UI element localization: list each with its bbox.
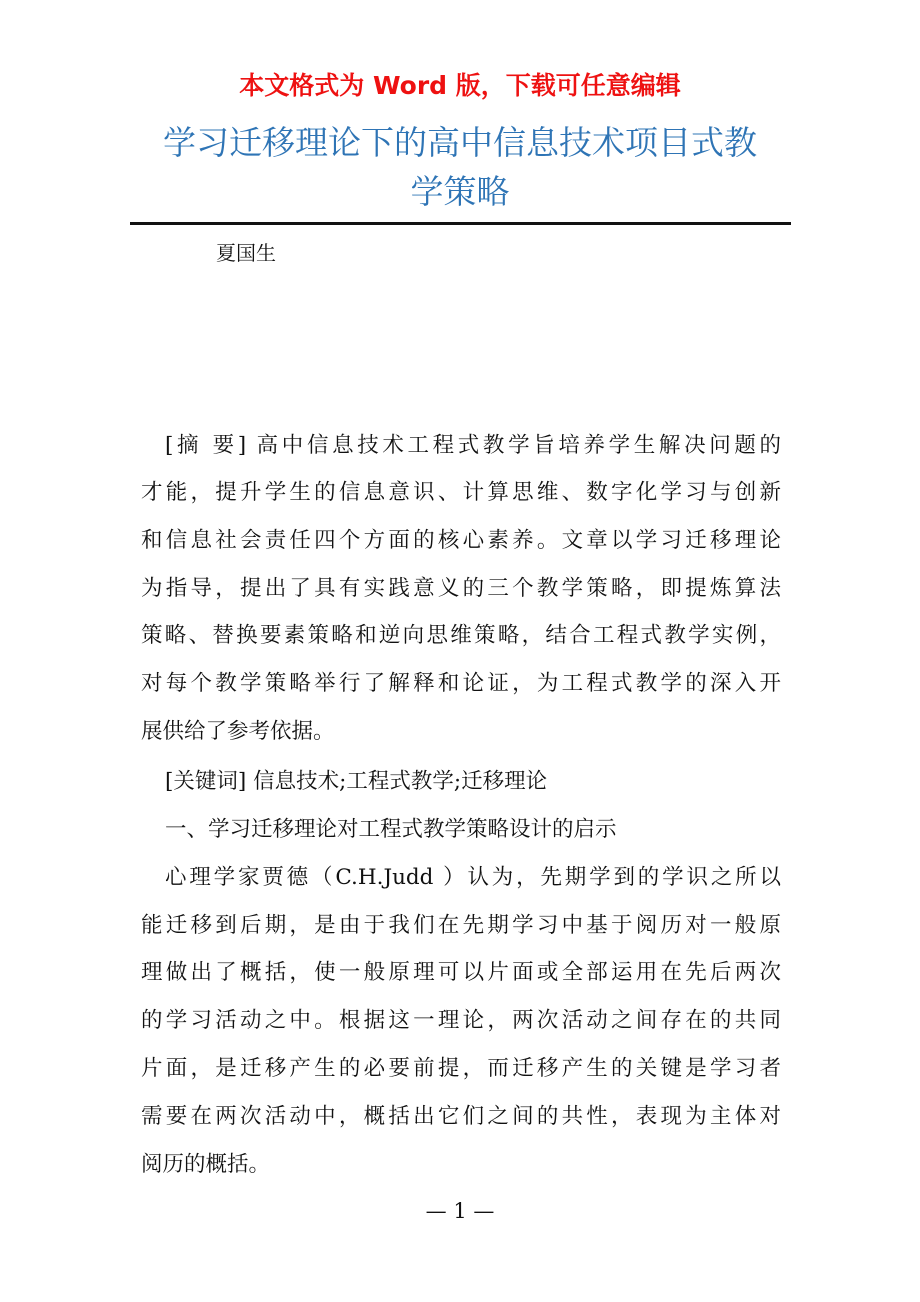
abstract-line: 和信息社会责任四个方面的核心素养。文章以学习迁移理论 — [141, 528, 781, 553]
abstract-line: 为指导，提出了具有实践意义的三个教学策略，即提炼算法 — [141, 576, 781, 601]
section-heading: 一、学习迁移理论对工程式教学策略设计的启示 — [165, 817, 617, 842]
body-line: 阅历的概括。 — [141, 1152, 271, 1177]
abstract-line: 才能，提升学生的信息意识、计算思维、数字化学习与创新 — [141, 480, 781, 505]
body-line: 片面，是迁移产生的必要前提，而迁移产生的关键是学习者 — [141, 1056, 781, 1081]
body-line: 能迁移到后期，是由于我们在先期学习中基于阅历对一般原 — [141, 913, 781, 938]
body-line: 心理学家贾德（C.H.Judd ）认为，先期学到的学识之所以 — [165, 865, 781, 890]
keywords: [关键词] 信息技术;工程式教学;迁移理论 — [165, 769, 548, 794]
body-line: 需要在两次活动中，概括出它们之间的共性，表现为主体对 — [141, 1104, 781, 1129]
body-line: 的学习活动之中。根据这一理论，两次活动之间存在的共同 — [141, 1008, 781, 1033]
author-name: 夏国生 — [216, 241, 276, 265]
abstract-line: 对每个教学策略举行了解释和论证，为工程式教学的深入开 — [141, 671, 781, 696]
document-title-line-1: 学习迁移理论下的高中信息技术项目式教 — [163, 123, 757, 162]
format-notice: 本文格式为 Word 版，下载可任意编辑 — [239, 71, 681, 100]
abstract-line: 策略、替换要素策略和逆向思维策略，结合工程式教学实例， — [141, 623, 781, 648]
page-number: — 1 — — [425, 1199, 495, 1223]
document-title-line-2: 学策略 — [410, 172, 510, 211]
abstract-line: [摘 要] 高中信息技术工程式教学旨培养学生解决问题的 — [165, 433, 781, 458]
abstract-line: 展供给了参考依据。 — [141, 719, 335, 744]
body-line: 理做出了概括，使一般原理可以片面或全部运用在先后两次 — [141, 960, 781, 985]
title-divider — [130, 222, 791, 225]
